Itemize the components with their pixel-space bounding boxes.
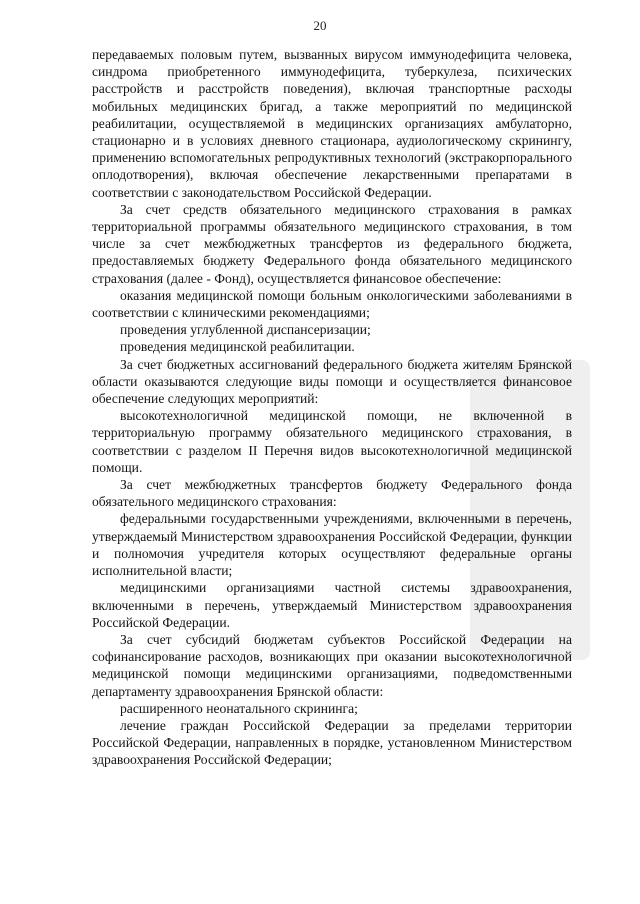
list-item-high-tech-care: высокотехнологичной медицинской помощи, не включенной в территориальную программу обязательного медицинского страхования, в соответствии с разделом II Перечня видов высокотехнологичной медицинской помощи. bbox=[92, 408, 572, 475]
list-item-neonatal-screening: расширенного неонатального скрининга; bbox=[120, 700, 358, 716]
page-number: 20 bbox=[313, 18, 327, 33]
list-item-oncology: оказания медицинской помощи больным онкологическими заболеваниями в соответствии с клиническими рекомендациями; bbox=[92, 287, 572, 321]
paragraph-oms-financing: За счет средств обязательного медицинского страхования в рамках территориальной программы обязательного медицинского страхования, в том числе за счет межбюджетных трансфертов из федерального бюджета, предоставляемых бюджету Федерального фонда обязательного медицинского страхования (далее - Фонд), осуществляется финансовое обеспечение: bbox=[92, 201, 572, 286]
paragraph-continuation: передаваемых половым путем, вызванных вирусом иммунодефицита человека, синдрома приобретенного иммунодефицита, туберкулеза, психических расстройств и расстройств поведения), включая транспортные расходы мобильных медицинских бригад, а также мероприятий по медицинской реабилитации, осуществляемой в медицинских организациях амбулаторно, стационарно и в условиях дневного стационара, аудиологическому скринингу, применению вспомогательных репродуктивных технологий (экстракорпорального оплодотворения), включая обеспечение лекарственными препаратами в соответствии с законодательством Российской Федерации. bbox=[92, 47, 572, 200]
list-item-federal-institutions: федеральными государственными учреждениями, включенными в перечень, утверждаемый Министерством здравоохранения Российской Федерации, функции и полномочия учредителя которых осуществляют федеральные органы исполнительной власти; bbox=[92, 511, 572, 579]
paragraph-federal-budget: За счет бюджетных ассигнований федерального бюджета жителям Брянской области оказываются следующие виды помощи и осуществляется финансовое обеспечение следующих мероприятий: bbox=[92, 356, 572, 407]
paragraph-interbudget-transfers: За счет межбюджетных трансфертов бюджету Федерального фонда обязательного медицинского страхования: bbox=[92, 477, 572, 510]
list-item-treatment-abroad: лечение граждан Российской Федерации за пределами территории Российской Федерации, направленных в порядке, установленном Министерством здравоохранения Российской Федерации; bbox=[92, 717, 572, 768]
paragraph-subsidies: За счет субсидий бюджетам субъектов Российской Федерации на софинансирование расходов, возникающих при оказании высокотехнологичной медицинской помощи медицинскими организациями, подведомственными департаменту здравоохранения Брянской области: bbox=[92, 631, 572, 699]
list-item-dispensarization: проведения углубленной диспансеризации; bbox=[120, 322, 371, 338]
document-body bbox=[92, 46, 572, 769]
list-item-rehabilitation: проведения медицинской реабилитации. bbox=[120, 339, 355, 355]
list-item-private-organizations: медицинскими организациями частной системы здравоохранения, включенными в перечень, утверждаемый Министерством здравоохранения Российской Федерации. bbox=[92, 580, 572, 630]
